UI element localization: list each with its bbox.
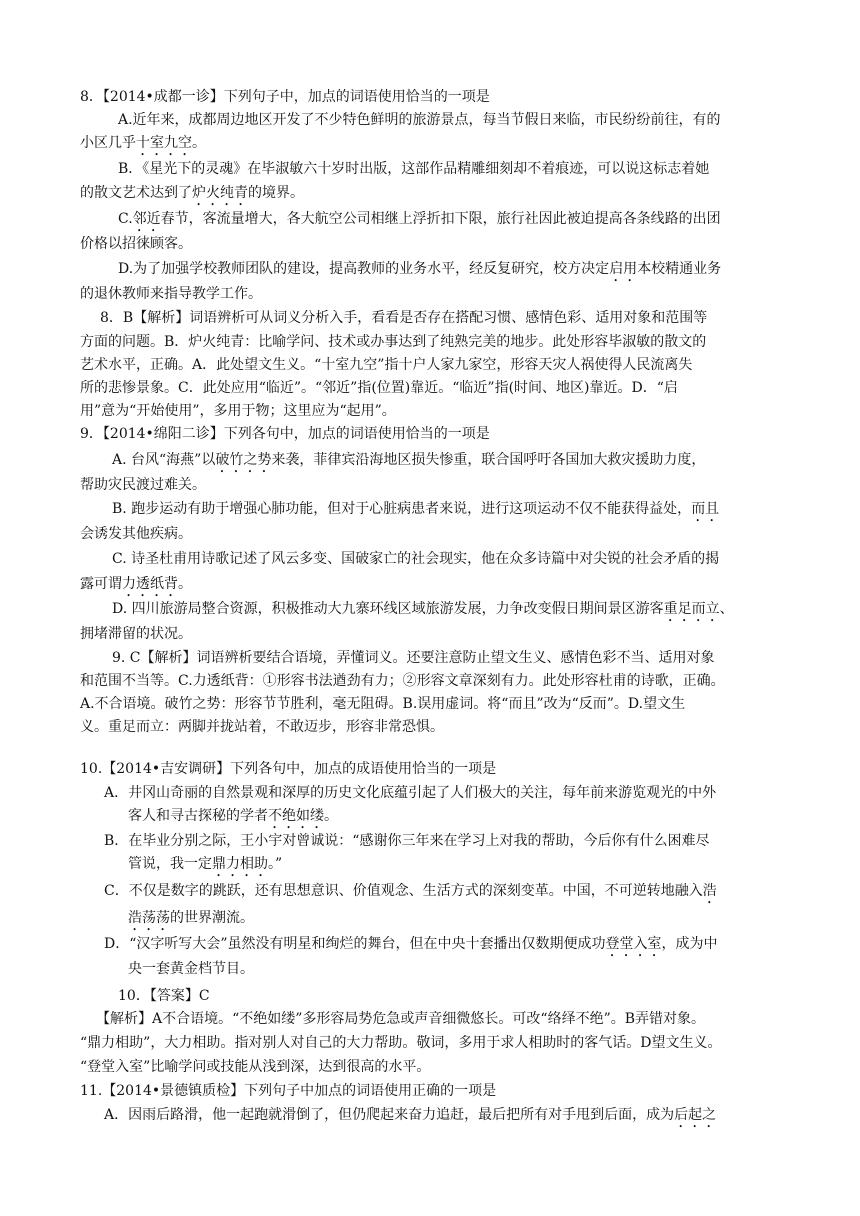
q11-option-a: A．因雨后路滑，他一起跑就滑倒了，但仍爬起来奋力追赶，最后把所有对手甩到后面，成为后起之: [104, 1107, 717, 1123]
q10-option-d-cont: 央一套黄金档节目。: [128, 961, 254, 977]
q8-option-d-cont: 的退休教师来指导教学工作。: [80, 286, 262, 302]
q9-analysis: 9. C【解析】词语辨析要结合语境，弄懂词义。还要注意防止望文生义、感情色彩不当、适用对象: [112, 650, 715, 666]
q8-option-c: C.邻近春节，客流量增大，各大航空公司相继上浮折扣下限，旅行社因此被迫提高各条线路的出团: [118, 211, 721, 227]
q10-option-c: C．不仅是数字的跳跃，还有思想意识、价值观念、生活方式的深刻变革。中国，不可逆转地融入浩: [104, 883, 717, 899]
q8-option-d: D.为了加强学校教师团队的建设，提高教师的业务水平，经反复研究，校方决定启用本校精通业务: [118, 261, 722, 277]
q10-analysis: 【解析】A不合语境。“不绝如缕”多形容局势危急或声音细微悠长。可改“络绎不绝”。B弄错对象。: [96, 1011, 706, 1027]
q9-option-a-cont: 帮助灾民渡过难关。: [80, 477, 206, 493]
q8-analysis-line: 方面的问题。B．炉火纯青：比喻学问、技术或办事达到了纯熟完美的地步。此处形容毕淑敏的散文的: [80, 334, 707, 350]
q10-stem: 10.【2014•吉安调研】下列各句中，加点的成语使用恰当的一项是: [80, 761, 497, 777]
q10-answer: 10．【答案】C: [118, 988, 210, 1004]
dotted-term: 重足而立: [663, 601, 720, 617]
dotted-term: 力透纸背: [122, 576, 178, 592]
dotted-term: 十室九空: [136, 135, 192, 151]
q8-analysis-line: 艺术水平，正确。A．此处望文生义。“十室九空”指十户人家九家空，形容天灾人祸使得人民流离失: [80, 357, 693, 373]
q9-analysis-line: A.不合语境。破竹之势：形容节节胜利，毫无阻碍。B.误用虚词。将“而且”改为“反而”。D.望文生: [80, 696, 686, 712]
q9-option-c: C. 诗圣杜甫用诗歌记述了风云多变、国破家亡的社会现实，他在众多诗篇中对尖锐的社会矛盾的揭: [112, 551, 720, 567]
dotted-term: 而且: [691, 501, 720, 517]
dotted-term: 登堂入室: [605, 936, 662, 952]
q10-option-a-cont: 客人和寻古探秘的学者不绝如缕。: [128, 808, 338, 824]
q10-option-b-cont: 管说，我一定鼎力相助。”: [128, 856, 283, 872]
q10-option-c-cont: 浩荡荡的世界潮流。: [128, 910, 254, 926]
q10-option-b: B．在毕业分别之际，王小宇对曾诚说：“感谢你三年来在学习上对我的帮助，今后你有什么困难尽: [104, 833, 710, 849]
dotted-term: 邻近: [132, 211, 161, 227]
q9-option-c-cont: 露可谓力透纸背。: [80, 576, 192, 592]
q9-option-b: B. 跑步运动有助于增强心肺功能，但对于心脏病患者来说，进行这项运动不仅不能获得益处，而且: [112, 501, 720, 517]
dotted-term: 后起之: [674, 1107, 717, 1123]
q8-analysis: 8．B【解析】词语辨析可从词义分析入手，看看是否存在搭配习惯、感情色彩、适用对象和范围等: [100, 310, 708, 326]
q10-option-d: D．“汉字听写大会”虽然没有明星和绚烂的舞台，但在中央十套播出仅数期便成功登堂入室，成为中: [104, 936, 718, 952]
dotted-term: 不绝如缕: [268, 808, 324, 824]
q8-analysis-line: 用”意为“开始使用”，多用于物；这里应为“起用”。: [80, 403, 396, 419]
q9-analysis-line: 义。重足而立：两脚并拢站着，不敢迈步，形容非常恐惧。: [80, 719, 444, 735]
q8-analysis-line: 所的悲惨景象。C．此处应用“临近”。“邻近”指(位置)靠近。“临近”指(时间、地区)靠近。D．“启: [80, 380, 678, 396]
dotted-term: 炉火纯青: [192, 185, 248, 201]
q8-option-a: A.近年来，成都周边地区开发了不少特色鲜明的旅游景点，每当节假日来临，市民纷纷前往，有的: [118, 112, 721, 128]
q11-stem: 11.【2014•景德镇质检】下列句子中加点的词语使用正确的一项是: [80, 1083, 497, 1099]
q10-analysis-line: “鼎力相助”，大力相助。指对别人对自己的大力帮助。敬词，多用于求人相助时的客气话。D望文生义。: [80, 1035, 722, 1051]
dotted-term: 破竹之势: [215, 452, 272, 468]
q9-stem: 9．【2014•绵阳二诊】下列各句中，加点的词语使用恰当的一项是: [80, 426, 490, 442]
q9-option-a: A. 台风“海燕”以破竹之势来袭，菲律宾沿海地区损失惨重，联合国呼吁各国加大救灾援助力度，: [112, 452, 706, 468]
q9-option-b-cont: 会诱发其他疾病。: [80, 526, 192, 542]
q8-option-c-cont: 价格以招徕顾客。: [80, 236, 192, 252]
q10-analysis-line: “登堂入室”比喻学问或技能从浅到深，达到很高的水平。: [80, 1059, 431, 1075]
q9-option-d-cont: 拥堵滞留的状况。: [80, 626, 192, 642]
dotted-term: 浩: [702, 883, 717, 899]
q8-option-b-cont: 的散文艺术达到了炉火纯青的境界。: [80, 185, 304, 201]
q8-option-a-cont: 小区几乎十室九空。: [80, 135, 206, 151]
q9-option-d: D. 四川旅游局整合资源，积极推动大九寨环线区域旅游发展，力争改变假日期间景区游客重足而立、: [112, 601, 734, 617]
dotted-term: 鼎力相助: [212, 856, 268, 872]
dotted-term: 启用: [609, 261, 638, 277]
q10-option-a: A．井冈山奇丽的自然景观和深厚的历史文化底蕴引起了人们极大的关注，每年前来游览观光的中外: [104, 785, 717, 801]
q8-stem: 8．【2014•成都一诊】下列句子中，加点的词语使用恰当的一项是: [80, 89, 490, 105]
dotted-term: 浩荡荡: [128, 910, 170, 926]
q8-option-b: B．《星光下的灵魂》在毕淑敏六十岁时出版，这部作品精雕细刻却不着痕迹，可以说这标志着她: [118, 161, 710, 177]
q9-analysis-line: 和范围不当等。C.力透纸背：①形容书法遒劲有力；②形容文章深刻有力。此处形容杜甫的诗歌，正确。: [80, 673, 725, 689]
